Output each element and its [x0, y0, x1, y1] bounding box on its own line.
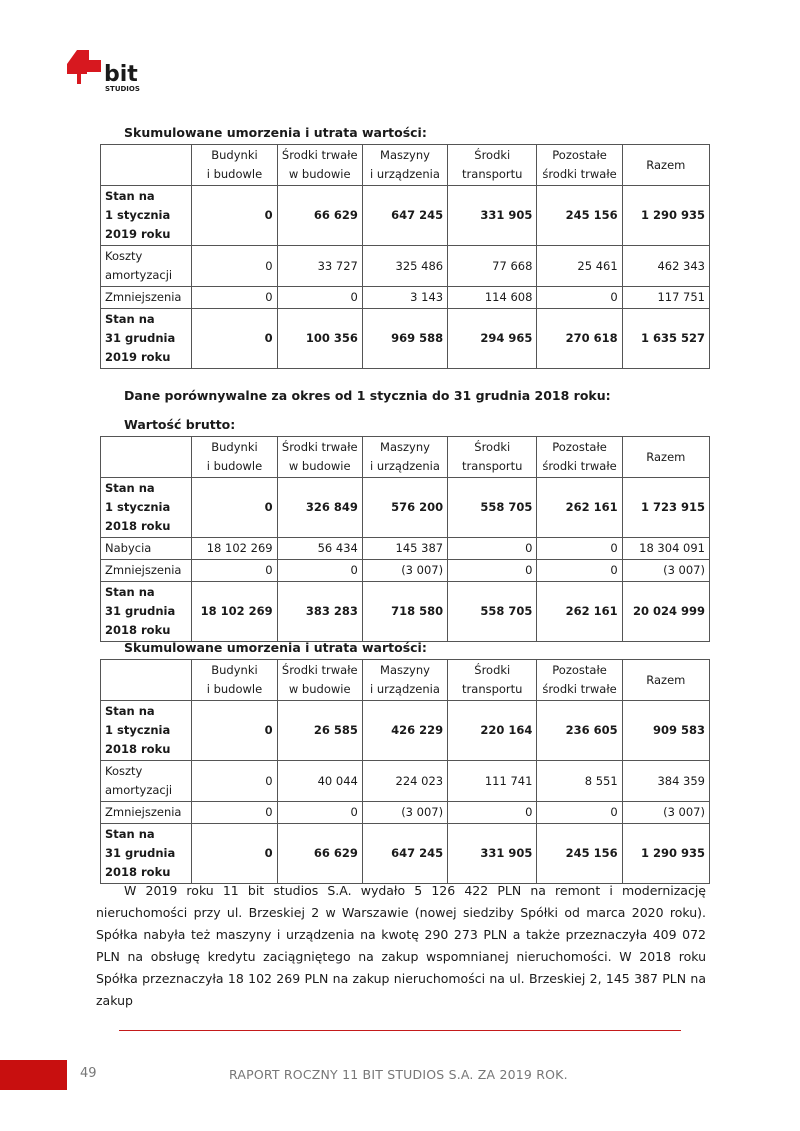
value-cell: 0 — [448, 560, 537, 582]
column-header-line: Środki — [474, 440, 511, 454]
section-title-accumulated-depreciation-2018: Skumulowane umorzenia i utrata wartości: — [124, 640, 427, 655]
column-header-line: Maszyny — [380, 148, 430, 162]
table-row — [101, 582, 710, 642]
row-label-cell — [101, 560, 192, 582]
column-header-line: Pozostałe — [552, 440, 607, 454]
column-header — [192, 145, 277, 186]
row-label-line: Koszty — [105, 764, 143, 778]
body-paragraph — [96, 880, 706, 1012]
table-row — [101, 478, 710, 538]
value-cell: 294 965 — [448, 309, 537, 369]
value-cell: 558 705 — [448, 478, 537, 538]
column-header — [448, 145, 537, 186]
column-header — [537, 437, 622, 478]
column-header — [537, 145, 622, 186]
value-cell: (3 007) — [362, 560, 447, 582]
table-row — [101, 309, 710, 369]
column-header-line: Środki — [474, 663, 511, 677]
value-cell: 0 — [192, 246, 277, 287]
column-header-line: i budowle — [206, 459, 263, 473]
value-cell: 0 — [192, 824, 277, 884]
row-label-line: Stan na — [105, 481, 155, 495]
row-label-line: 2019 roku — [105, 350, 171, 364]
row-label-line: amortyzacji — [105, 268, 173, 282]
value-cell: 56 434 — [277, 538, 362, 560]
row-label-cell — [101, 538, 192, 560]
column-header-line: Maszyny — [380, 663, 430, 677]
column-header-line: Maszyny — [380, 440, 430, 454]
table-accumulated-depreciation-2019 — [100, 144, 710, 369]
row-label-line: 2018 roku — [105, 623, 171, 637]
value-cell: 245 156 — [537, 824, 622, 884]
table-header-row — [101, 437, 710, 478]
column-header-line: Razem — [646, 449, 686, 464]
value-cell: 1 290 935 — [622, 824, 709, 884]
column-header-line: i urządzenia — [370, 167, 440, 181]
value-cell: 0 — [537, 538, 622, 560]
column-header-line: Budynki — [211, 663, 258, 677]
table-row — [101, 802, 710, 824]
row-label-line: 2019 roku — [105, 227, 171, 241]
section-title-accumulated-depreciation-2019: Skumulowane umorzenia i utrata wartości: — [124, 125, 427, 140]
value-cell: 236 605 — [537, 701, 622, 761]
table-row — [101, 246, 710, 287]
value-cell: 1 635 527 — [622, 309, 709, 369]
value-cell: 0 — [192, 560, 277, 582]
table-row — [101, 186, 710, 246]
value-cell: 111 741 — [448, 761, 537, 802]
footer-report-title: RAPORT ROCZNY 11 BIT STUDIOS S.A. ZA 2019 ROK. — [229, 1067, 568, 1082]
value-cell: 66 629 — [277, 186, 362, 246]
column-header — [448, 660, 537, 701]
column-header-line: Budynki — [211, 440, 258, 454]
row-label-line: 31 grudnia — [105, 604, 176, 618]
row-label-line: Stan na — [105, 704, 155, 718]
value-cell: 325 486 — [362, 246, 447, 287]
column-header — [622, 145, 709, 186]
value-cell: 262 161 — [537, 582, 622, 642]
column-header-line: w budowie — [288, 682, 351, 696]
row-label-line: 31 grudnia — [105, 331, 176, 345]
value-cell: 145 387 — [362, 538, 447, 560]
column-header — [192, 437, 277, 478]
value-cell: 647 245 — [362, 186, 447, 246]
column-header-line: Razem — [646, 157, 686, 172]
header-corner-cell — [101, 437, 192, 478]
column-header-line: Razem — [646, 672, 686, 687]
value-cell: 1 290 935 — [622, 186, 709, 246]
value-cell: 0 — [537, 560, 622, 582]
value-cell: 0 — [192, 287, 277, 309]
value-cell: 0 — [537, 802, 622, 824]
column-header — [362, 660, 447, 701]
value-cell: 33 727 — [277, 246, 362, 287]
svg-text:bit: bit — [104, 62, 138, 87]
row-label-line: 2018 roku — [105, 865, 171, 879]
value-cell: 0 — [192, 701, 277, 761]
value-cell: 1 723 915 — [622, 478, 709, 538]
value-cell: 0 — [277, 287, 362, 309]
value-cell: 0 — [192, 802, 277, 824]
value-cell: 909 583 — [622, 701, 709, 761]
value-cell: 262 161 — [537, 478, 622, 538]
row-label-line: Zmniejszenia — [105, 805, 182, 819]
value-cell: 0 — [448, 538, 537, 560]
row-label-line: 31 grudnia — [105, 846, 176, 860]
row-label-line: 2018 roku — [105, 519, 171, 533]
comparative-data-title: Dane porównywalne za okres od 1 stycznia do 31 grudnia 2018 roku: — [124, 388, 611, 403]
value-cell: 245 156 — [537, 186, 622, 246]
row-label-cell — [101, 701, 192, 761]
row-label-line: Zmniejszenia — [105, 563, 182, 577]
value-cell: 576 200 — [362, 478, 447, 538]
table-accumulated-depreciation-2018 — [100, 659, 710, 884]
column-header — [362, 437, 447, 478]
column-header-line: Środki trwałe — [281, 663, 358, 677]
row-label-cell — [101, 802, 192, 824]
value-cell: 18 102 269 — [192, 582, 277, 642]
table-header-row — [101, 145, 710, 186]
column-header — [192, 660, 277, 701]
row-label-cell — [101, 824, 192, 884]
column-header-line: środki trwałe — [542, 459, 617, 473]
column-header-line: Środki trwałe — [281, 440, 358, 454]
table-row — [101, 761, 710, 802]
column-header — [277, 145, 362, 186]
header-corner-cell — [101, 660, 192, 701]
value-cell: 326 849 — [277, 478, 362, 538]
value-cell: 0 — [537, 287, 622, 309]
value-cell: 0 — [277, 560, 362, 582]
row-label-line: 1 stycznia — [105, 208, 171, 222]
section-title-gross-value-2018: Wartość brutto: — [124, 417, 236, 432]
value-cell: 3 143 — [362, 287, 447, 309]
row-label-line: Stan na — [105, 189, 155, 203]
value-cell: 26 585 — [277, 701, 362, 761]
row-label-cell — [101, 309, 192, 369]
column-header-line: Pozostałe — [552, 663, 607, 677]
table-header-row — [101, 660, 710, 701]
column-header-line: środki trwałe — [542, 167, 617, 181]
row-label-cell — [101, 246, 192, 287]
value-cell: 8 551 — [537, 761, 622, 802]
row-label-cell — [101, 478, 192, 538]
row-label-line: 2018 roku — [105, 742, 171, 756]
table-row — [101, 560, 710, 582]
column-header-line: Pozostałe — [552, 148, 607, 162]
value-cell: 25 461 — [537, 246, 622, 287]
column-header-line: transportu — [462, 167, 523, 181]
column-header-line: w budowie — [288, 459, 351, 473]
row-label-line: Stan na — [105, 585, 155, 599]
value-cell: 0 — [192, 309, 277, 369]
value-cell: 384 359 — [622, 761, 709, 802]
column-header-line: w budowie — [288, 167, 351, 181]
value-cell: 114 608 — [448, 287, 537, 309]
value-cell: 100 356 — [277, 309, 362, 369]
row-label-line: Nabycia — [105, 541, 152, 555]
value-cell: 224 023 — [362, 761, 447, 802]
footer-accent-block — [0, 1060, 67, 1090]
value-cell: 718 580 — [362, 582, 447, 642]
column-header-line: i budowle — [206, 682, 263, 696]
row-label-cell — [101, 582, 192, 642]
value-cell: 77 668 — [448, 246, 537, 287]
value-cell: 66 629 — [277, 824, 362, 884]
column-header — [622, 437, 709, 478]
table-row — [101, 701, 710, 761]
value-cell: 0 — [192, 186, 277, 246]
value-cell: 0 — [192, 761, 277, 802]
footer-divider — [119, 1030, 681, 1031]
value-cell: 18 102 269 — [192, 538, 277, 560]
value-cell: 0 — [192, 478, 277, 538]
body-paragraph-text: W 2019 roku 11 bit studios S.A. wydało 5 126 422 PLN na remont i modernizację nieruchomości przy ul. Brzeskiej 2 w Warszawie (nowej siedziby Spółki od marca 2020 roku). Spółka nabyła też maszyny i urządzenia na kwotę 290 273 PLN a także przeznaczyła 409 072 PLN na obsługę kredytu zaciągniętego na zakup wspomnianej nieruchomości. W 2018 roku Spółka przeznaczyła 18 102 269 PLN na zakup nieruchomości na ul. Brzeskiej 2, 145 387 PLN na zakup — [96, 883, 706, 1008]
column-header-line: i budowle — [206, 167, 263, 181]
table-row — [101, 287, 710, 309]
row-label-cell — [101, 287, 192, 309]
column-header-line: środki trwałe — [542, 682, 617, 696]
column-header — [277, 660, 362, 701]
value-cell: 0 — [448, 802, 537, 824]
column-header-line: transportu — [462, 459, 523, 473]
column-header-line: Środki trwałe — [281, 148, 358, 162]
value-cell: 647 245 — [362, 824, 447, 884]
table-row — [101, 824, 710, 884]
column-header-line: Środki — [474, 148, 511, 162]
row-label-line: Koszty — [105, 249, 143, 263]
table-row — [101, 538, 710, 560]
value-cell: 462 343 — [622, 246, 709, 287]
company-logo — [67, 50, 157, 92]
row-label-line: Zmniejszenia — [105, 290, 182, 304]
row-label-cell — [101, 761, 192, 802]
value-cell: (3 007) — [362, 802, 447, 824]
page-number: 49 — [80, 1066, 97, 1081]
column-header — [537, 660, 622, 701]
column-header-line: i urządzenia — [370, 682, 440, 696]
value-cell: 558 705 — [448, 582, 537, 642]
row-label-line: 1 stycznia — [105, 500, 171, 514]
row-label-line: 1 stycznia — [105, 723, 171, 737]
value-cell: 40 044 — [277, 761, 362, 802]
value-cell: 270 618 — [537, 309, 622, 369]
value-cell: 220 164 — [448, 701, 537, 761]
value-cell: 383 283 — [277, 582, 362, 642]
column-header — [622, 660, 709, 701]
value-cell: 0 — [277, 802, 362, 824]
value-cell: 117 751 — [622, 287, 709, 309]
row-label-line: amortyzacji — [105, 783, 173, 797]
header-corner-cell — [101, 145, 192, 186]
value-cell: 331 905 — [448, 824, 537, 884]
value-cell: (3 007) — [622, 560, 709, 582]
column-header — [277, 437, 362, 478]
value-cell: 426 229 — [362, 701, 447, 761]
row-label-line: Stan na — [105, 827, 155, 841]
value-cell: 20 024 999 — [622, 582, 709, 642]
value-cell: 331 905 — [448, 186, 537, 246]
column-header — [448, 437, 537, 478]
row-label-line: Stan na — [105, 312, 155, 326]
row-label-cell — [101, 186, 192, 246]
value-cell: 969 588 — [362, 309, 447, 369]
table-gross-value-2018 — [100, 436, 710, 642]
svg-text:STUDIOS: STUDIOS — [105, 85, 140, 92]
value-cell: 18 304 091 — [622, 538, 709, 560]
column-header-line: transportu — [462, 682, 523, 696]
column-header — [362, 145, 447, 186]
column-header-line: Budynki — [211, 148, 258, 162]
column-header-line: i urządzenia — [370, 459, 440, 473]
value-cell: (3 007) — [622, 802, 709, 824]
